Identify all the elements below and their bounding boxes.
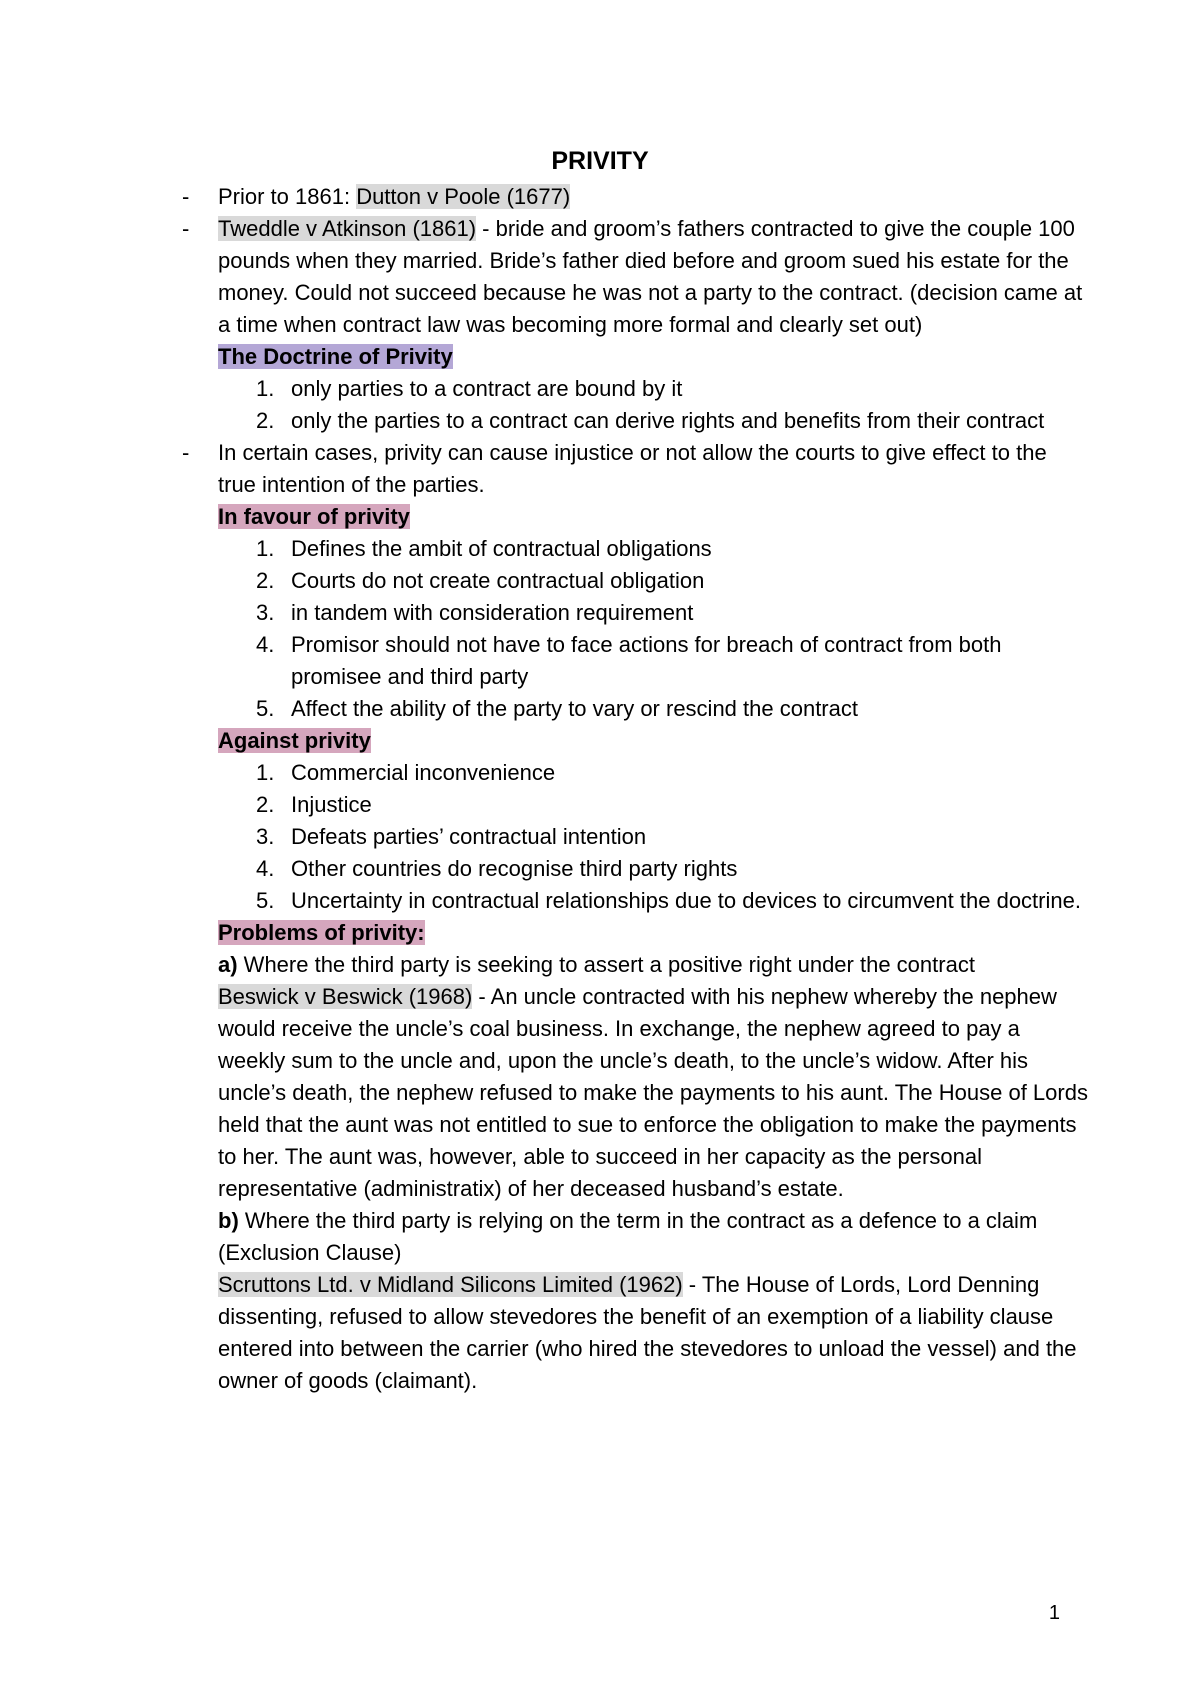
item-text: Affect the ability of the party to vary or rescind the contract bbox=[291, 696, 858, 721]
heading-text: In favour of privity bbox=[218, 504, 410, 529]
item-text: Defines the ambit of contractual obligations bbox=[291, 536, 712, 561]
bullet-text: In certain cases, privity can cause injustice or not allow the courts to give effect to the true intention of the parties. bbox=[218, 440, 1047, 497]
section-heading-doctrine bbox=[0, 341, 1088, 373]
page-number: 1 bbox=[1048, 1602, 1060, 1624]
heading-text: The Doctrine of Privity bbox=[218, 344, 453, 369]
item-text: only parties to a contract are bound by it bbox=[291, 376, 683, 401]
item-number: 4. bbox=[256, 632, 275, 657]
item-text: in tandem with consideration requirement bbox=[291, 600, 694, 625]
numbered-item bbox=[0, 821, 1091, 853]
numbered-item bbox=[0, 757, 1091, 789]
section-heading-against bbox=[0, 725, 1088, 757]
item-text: Promisor should not have to face actions for breach of contract from both promisee and third party bbox=[291, 632, 1002, 689]
case-name: Beswick v Beswick (1968) bbox=[218, 984, 473, 1009]
bullet-item bbox=[0, 437, 1088, 501]
numbered-item bbox=[0, 597, 1091, 629]
numbered-item bbox=[0, 789, 1091, 821]
section-heading-problems bbox=[0, 917, 1088, 949]
case-text: - The House of Lords, Lord Denning dissenting, refused to allow stevedores the benefit of an exemption of a liability clause entered into between the carrier (who hired the stevedores to unload the vessel) and the owner of goods (claimant). bbox=[218, 1272, 1077, 1393]
heading-text: Problems of privity: bbox=[218, 920, 425, 945]
item-number: 4. bbox=[256, 856, 275, 881]
item-number: 5. bbox=[256, 696, 275, 721]
problem-text: Where the third party is seeking to assert a positive right under the contract bbox=[237, 952, 975, 977]
item-number: 5. bbox=[256, 888, 275, 913]
numbered-item bbox=[0, 533, 1091, 565]
case-name: Tweddle v Atkinson (1861) bbox=[218, 216, 477, 241]
case-text: - An uncle contracted with his nephew whereby the nephew would receive the uncle’s coal business. In exchange, the nephew agreed to pay a weekly sum to the uncle and, upon the uncle’s death, to the uncle’s widow. After his uncle’s death, the nephew refused to make the payments to his aunt. The House of Lords held that the aunt was not entitled to sue to enforce the obligation to make the payments to her. The aunt was, however, able to succeed in her capacity as the personal representative (administratix) of her deceased husband’s estate. bbox=[218, 984, 1088, 1201]
numbered-item bbox=[0, 693, 1091, 725]
item-number: 3. bbox=[256, 824, 275, 849]
problem-text: Where the third party is relying on the term in the contract as a defence to a claim (Exclusion Clause) bbox=[218, 1208, 1038, 1265]
item-text: Courts do not create contractual obligation bbox=[291, 568, 705, 593]
numbered-item bbox=[0, 405, 1091, 437]
bullet-dash: - bbox=[182, 216, 190, 241]
bullet-item bbox=[0, 213, 1088, 341]
item-text: only the parties to a contract can derive rights and benefits from their contract bbox=[291, 408, 1045, 433]
problem-label: b) bbox=[218, 1208, 239, 1233]
problem-b bbox=[0, 1205, 1088, 1269]
case-name: Dutton v Poole (1677) bbox=[356, 184, 571, 209]
item-text: Injustice bbox=[291, 792, 372, 817]
item-text: Commercial inconvenience bbox=[291, 760, 556, 785]
section-heading-in-favour bbox=[0, 501, 1088, 533]
item-text: Uncertainty in contractual relationships due to devices to circumvent the doctrine. bbox=[291, 888, 1081, 913]
bullet-dash: - bbox=[182, 440, 190, 465]
case-paragraph bbox=[0, 981, 1088, 1205]
bullet-text: - bride and groom’s fathers contracted to give the couple 100 pounds when they married. Bride’s father died before and groom sued his estate for the money. Could not succeed because he was not a party to the contract. (decision came at a time when contract law was becoming more formal and clearly set out) bbox=[218, 216, 1083, 337]
item-text: Other countries do recognise third party rights bbox=[291, 856, 738, 881]
heading-text: Against privity bbox=[218, 728, 371, 753]
numbered-item bbox=[0, 373, 1091, 405]
item-number: 3. bbox=[256, 600, 275, 625]
numbered-item bbox=[0, 853, 1091, 885]
problem-label: a) bbox=[218, 952, 238, 977]
numbered-item bbox=[0, 629, 1091, 693]
item-number: 1. bbox=[256, 536, 275, 561]
bullet-item bbox=[0, 181, 1088, 213]
case-name: Scruttons Ltd. v Midland Silicons Limited (1962) bbox=[218, 1272, 683, 1297]
document-body bbox=[0, 181, 1200, 1397]
bullet-dash: - bbox=[182, 184, 190, 209]
problem-a bbox=[0, 949, 1088, 981]
item-number: 1. bbox=[256, 760, 275, 785]
numbered-item bbox=[0, 885, 1091, 917]
numbered-item bbox=[0, 565, 1091, 597]
document-title: PRIVITY bbox=[551, 147, 649, 175]
item-number: 2. bbox=[256, 792, 275, 817]
case-paragraph bbox=[0, 1269, 1088, 1397]
item-number: 2. bbox=[256, 568, 275, 593]
bullet-text: Prior to 1861: bbox=[218, 184, 357, 209]
item-number: 2. bbox=[256, 408, 275, 433]
item-text: Defeats parties’ contractual intention bbox=[291, 824, 647, 849]
item-number: 1. bbox=[256, 376, 275, 401]
